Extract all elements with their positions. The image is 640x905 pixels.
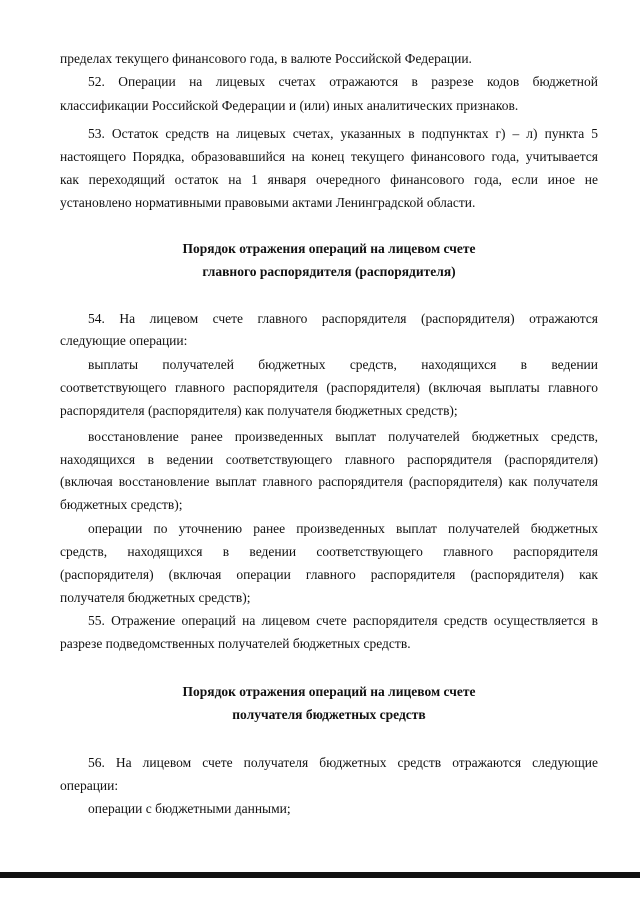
- paragraph-line: пределах текущего финансового года, в валюте Российской Федерации.: [60, 51, 472, 66]
- list-item-3-line-4: получателя бюджетных средств);: [60, 590, 251, 605]
- paragraph-53-line-3: как переходящий остаток на 1 января очередного финансового года, если иное не: [60, 172, 598, 187]
- paragraph-53-line-1: 53. Остаток средств на лицевых счетах, указанных в подпунктах г) – л) пункта 5: [88, 126, 598, 141]
- list-item-2-line-1: восстановление ранее произведенных выплат получателей бюджетных средств,: [88, 429, 598, 444]
- section-heading-2-line-2: получателя бюджетных средств: [232, 707, 426, 722]
- paragraph-53-line-2: настоящего Порядка, образовавшийся на конец текущего финансового года, учитывается: [60, 149, 598, 164]
- list-item-3-line-1: операции по уточнению ранее произведенных выплат получателей бюджетных: [88, 521, 598, 536]
- section-heading-1-line-1: Порядок отражения операций на лицевом счете: [182, 241, 476, 256]
- paragraph-53-line-4: установлено нормативными правовыми актами Ленинградской области.: [60, 195, 476, 210]
- list-item-1-line-2: соответствующего главного распорядителя (распорядителя) (включая выплаты главного: [60, 380, 598, 395]
- paragraph-52-line-1: 52. Операции на лицевых счетах отражаются в разрезе кодов бюджетной: [88, 74, 598, 89]
- paragraph-56-line-2: операции:: [60, 778, 119, 793]
- paragraph-56-line-1: 56. На лицевом счете получателя бюджетных средств отражаются следующие: [88, 755, 598, 770]
- list-item-2-line-4: бюджетных средств);: [60, 497, 183, 512]
- section-heading-2-line-1: Порядок отражения операций на лицевом счете: [182, 684, 476, 699]
- paragraph-54-line-2: следующие операции:: [60, 333, 188, 348]
- list-item-2-line-3: (включая восстановление выплат главного распорядителя (распорядителя) как получателя: [60, 474, 598, 489]
- list-item-3-line-2: средств, находящихся в ведении соответствующего главного распорядителя: [60, 544, 598, 559]
- paragraph-52-line-2: классификации Российской Федерации и (или) иных аналитических признаков.: [60, 98, 519, 113]
- list-item-1-line-1: выплаты получателей бюджетных средств, находящихся в ведении: [88, 357, 598, 372]
- list-item-3-line-3: (распорядителя) (включая операции главного распорядителя (распорядителя) как: [60, 567, 598, 582]
- paragraph-55-line-2: разрезе подведомственных получателей бюджетных средств.: [60, 636, 411, 651]
- list-item-4-line-1: операции с бюджетными данными;: [88, 801, 291, 816]
- paragraph-55-line-1: 55. Отражение операций на лицевом счете распорядителя средств осуществляется в: [88, 613, 598, 628]
- paragraph-54-line-1: 54. На лицевом счете главного распорядителя (распорядителя) отражаются: [88, 311, 598, 326]
- page-bottom-rule: [0, 872, 640, 878]
- list-item-2-line-2: находящихся в ведении соответствующего главного распорядителя (распорядителя): [60, 452, 598, 467]
- list-item-1-line-3: распорядителя (распорядителя) как получателя бюджетных средств);: [60, 403, 458, 418]
- section-heading-1-line-2: главного распорядителя (распорядителя): [202, 264, 456, 279]
